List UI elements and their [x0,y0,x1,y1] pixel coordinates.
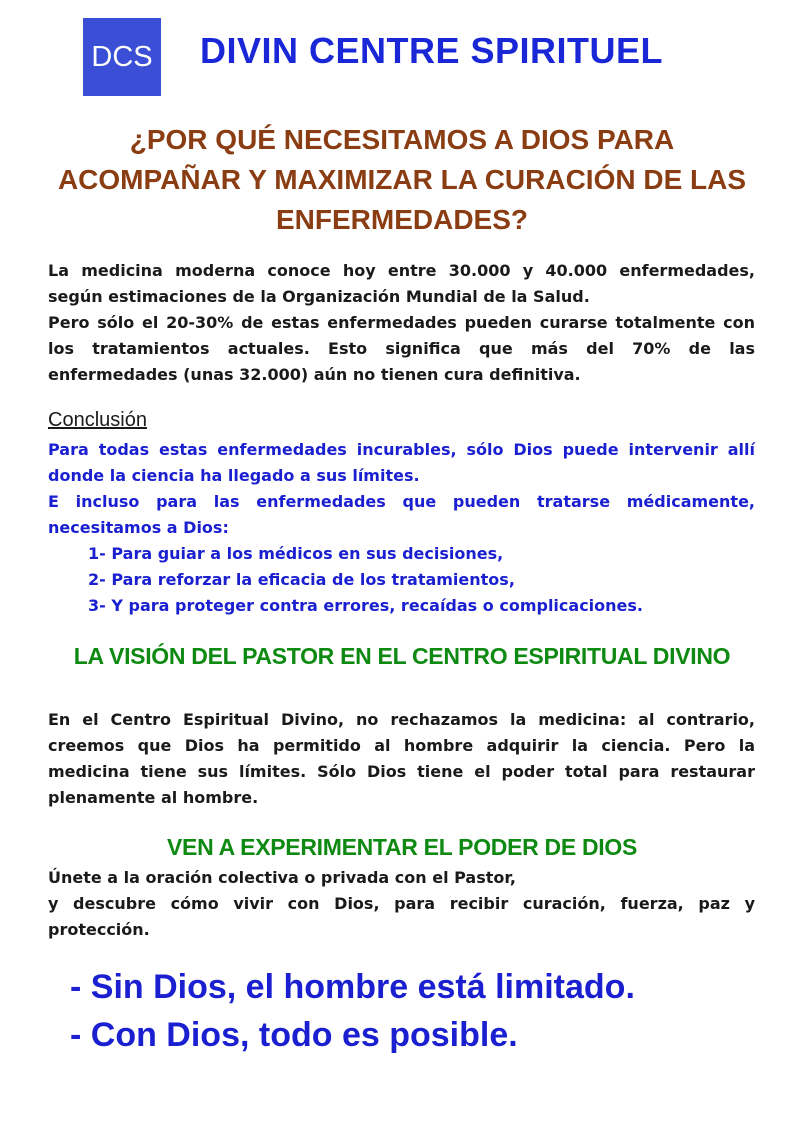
list-item: 2- Para reforzar la eficacia de los tratamientos, [88,570,515,589]
ven-paragraph-2: y descubre cómo vivir con Dios, para recibir curación, fuerza, paz y protección. [48,894,755,939]
ven-text [48,865,755,943]
slogan-1: - Sin Dios, el hombre está limitado. [70,968,635,1006]
conclusion-paragraph-1: Para todas estas enfermedades incurables, sólo Dios puede intervenir allí donde la ciencia ha llegado a sus límites. [48,440,755,485]
conclusion-heading: Conclusión [48,409,147,431]
intro-text [48,258,755,388]
vision-paragraph: En el Centro Espiritual Divino, no rechazamos la medicina: al contrario, creemos que Dios ha permitido al hombre adquirir la ciencia. Pero la medicina tiene sus límites. Sólo Dios tiene el poder total para restaurar plenamente al hombre. [48,710,755,807]
logo-text: DCS [91,40,153,73]
ven-paragraph-1: Únete a la oración colectiva o privada con el Pastor, [48,868,517,887]
list-item: 3- Y para proteger contra errores, recaídas o complicaciones. [88,596,643,615]
ven-heading: VEN A EXPERIMENTAR EL PODER DE DIOS [166,834,638,860]
reasons-list [88,541,768,619]
brand-name: DIVIN CENTRE SPIRITUEL [200,30,664,71]
intro-paragraph-2: Pero sólo el 20-30% de estas enfermedades pueden curarse totalmente con los tratamientos actuales. Esto significa que más del 70% de las enfermedades (unas 32.000) aún no tienen cura definitiva. [48,313,755,384]
vision-text [48,707,755,811]
intro-paragraph-1: La medicina moderna conoce hoy entre 30.000 y 40.000 enfermedades, según estimaciones de la Organización Mundial de la Salud. [48,261,755,306]
slogan-2: - Con Dios, todo es posible. [70,1016,518,1054]
conclusion-paragraph-2: E incluso para las enfermedades que pueden tratarse médicamente, necesitamos a Dios: [48,492,755,537]
main-title: ¿POR QUÉ NECESITAMOS A DIOS PARA ACOMPAÑAR Y MAXIMIZAR LA CURACIÓN DE LAS ENFERMEDADES? [57,124,747,235]
conclusion-text [48,437,755,541]
list-item: 1- Para guiar a los médicos en sus decisiones, [88,544,504,563]
dcs-logo [83,18,161,96]
vision-heading: LA VISIÓN DEL PASTOR EN EL CENTRO ESPIRITUAL DIVINO [73,643,731,669]
